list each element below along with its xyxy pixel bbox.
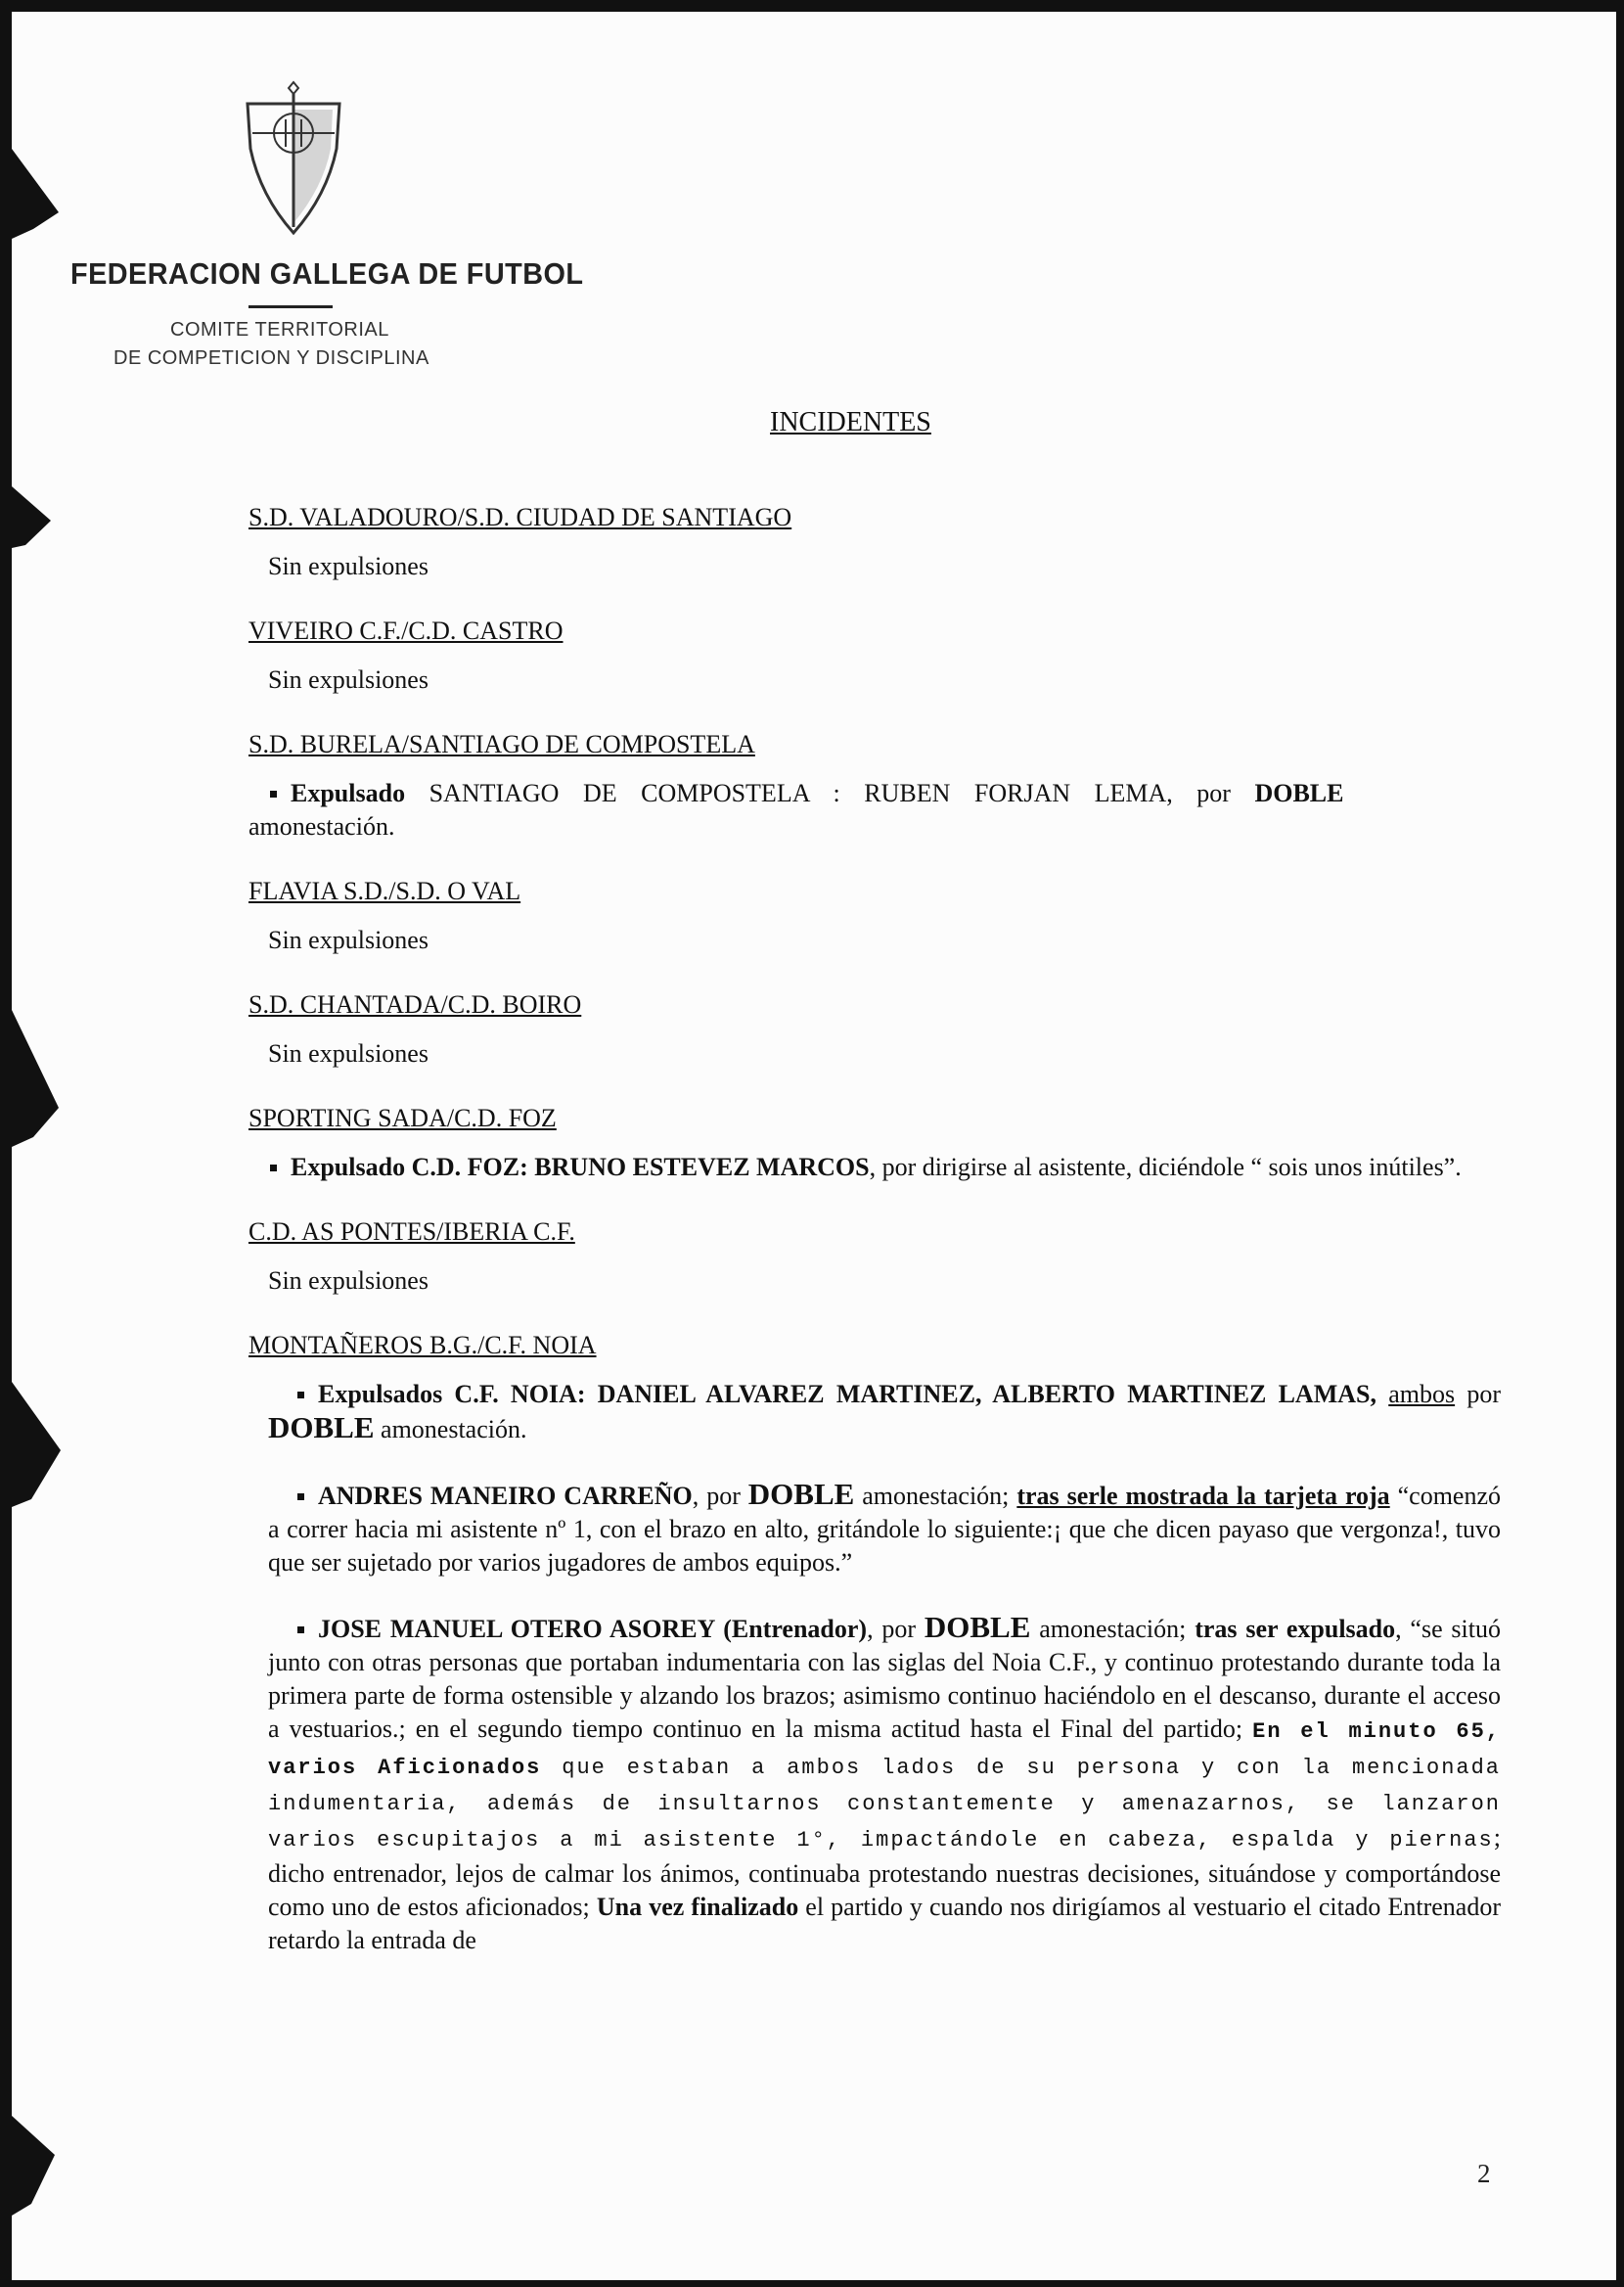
bullet-icon [270, 791, 277, 798]
torn-edge-marks [12, 12, 70, 2280]
bullet-icon [270, 1165, 277, 1171]
incidents-list [248, 501, 1501, 1989]
match-result: Sin expulsiones [268, 926, 429, 954]
bullet-icon [297, 1626, 304, 1633]
match-result: Sin expulsiones [268, 1266, 429, 1295]
match-heading: S.D. BURELA/SANTIAGO DE COMPOSTELA [248, 730, 755, 758]
page-number: 2 [1477, 2159, 1491, 2188]
match-heading: S.D. CHANTADA/C.D. BOIRO [248, 990, 582, 1019]
expulsion-entry: Expulsado C.D. FOZ: BRUNO ESTEVEZ MARCOS, por dirigirse al asistente, diciéndole “ sois unos inútiles”. [248, 1151, 1501, 1184]
match-heading: MONTAÑEROS B.G./C.F. NOIA [248, 1331, 597, 1359]
expulsion-entry: ANDRES MANEIRO CARREÑO, por DOBLE amonestación; tras serle mostrada la tarjeta roja “comenzó a correr hacia mi asistente nº 1, con el brazo en alto, gritándole lo siguiente:¡ que che dicen payaso que vergonza!, tuvo que ser sujetado por varios jugadores de ambos equipos.” [268, 1477, 1501, 1577]
committee-line-2: DE COMPETICION Y DISCIPLINA [113, 347, 429, 369]
header-divider [248, 305, 333, 308]
match-result: Sin expulsiones [268, 665, 429, 694]
match-heading: C.D. AS PONTES/IBERIA C.F. [248, 1217, 575, 1246]
federation-name: FEDERACION GALLEGA DE FUTBOL [70, 256, 584, 291]
expulsion-entry: Expulsados C.F. NOIA: DANIEL ALVAREZ MARTINEZ, ALBERTO MARTINEZ LAMAS, ambos por DOBLE amonestación. [268, 1380, 1502, 1444]
bullet-icon [297, 1493, 304, 1500]
match-heading: VIVEIRO C.F./C.D. CASTRO [248, 617, 564, 645]
match-result: Sin expulsiones [268, 1039, 429, 1068]
expulsion-entry: Expulsado SANTIAGO DE COMPOSTELA : RUBEN FORJAN LEMA, por DOBLE amonestación. [248, 779, 1344, 841]
committee-line-1: COMITE TERRITORIAL [170, 319, 389, 341]
expulsion-entry: JOSE MANUEL OTERO ASOREY (Entrenador), por DOBLE amonestación; tras ser expulsado, “se situó junto con otras personas que portaban indumentaria con las siglas del Noia C.F., y continuo protestando durante toda la primera parte de forma ostensible y alzando los brazos; asimismo continuo haciéndolo en el descanso, durante el acceso a vestuarios.; en el segundo tiempo continuo en la misma actitud hasta el Final del partido; En el minuto 65, varios Aficionados que estaban a ambos lados de su persona y con la mencionada indumentaria, además de insultarnos constantemente y amenazarnos, se lanzaron varios escupitajos a mi asistente 1°, impactándole en cabeza, espalda y piernas; dicho entrenador, lejos de calmar los ánimos, continuaba protestando nuestras decisiones, situándose y comportándose como uno de estos aficionados; Una vez finalizado el partido y cuando nos dirigíamos al vestuario el citado Entrenador retardo la entrada de [268, 1610, 1502, 1954]
bullet-icon [297, 1392, 304, 1398]
page-title: INCIDENTES [770, 407, 931, 437]
match-heading: FLAVIA S.D./S.D. O VAL [248, 877, 521, 905]
match-heading: SPORTING SADA/C.D. FOZ [248, 1104, 557, 1132]
document-page [12, 12, 1616, 2280]
federation-crest-logo [243, 80, 344, 237]
match-heading: S.D. VALADOURO/S.D. CIUDAD DE SANTIAGO [248, 503, 792, 531]
match-result: Sin expulsiones [268, 552, 429, 580]
